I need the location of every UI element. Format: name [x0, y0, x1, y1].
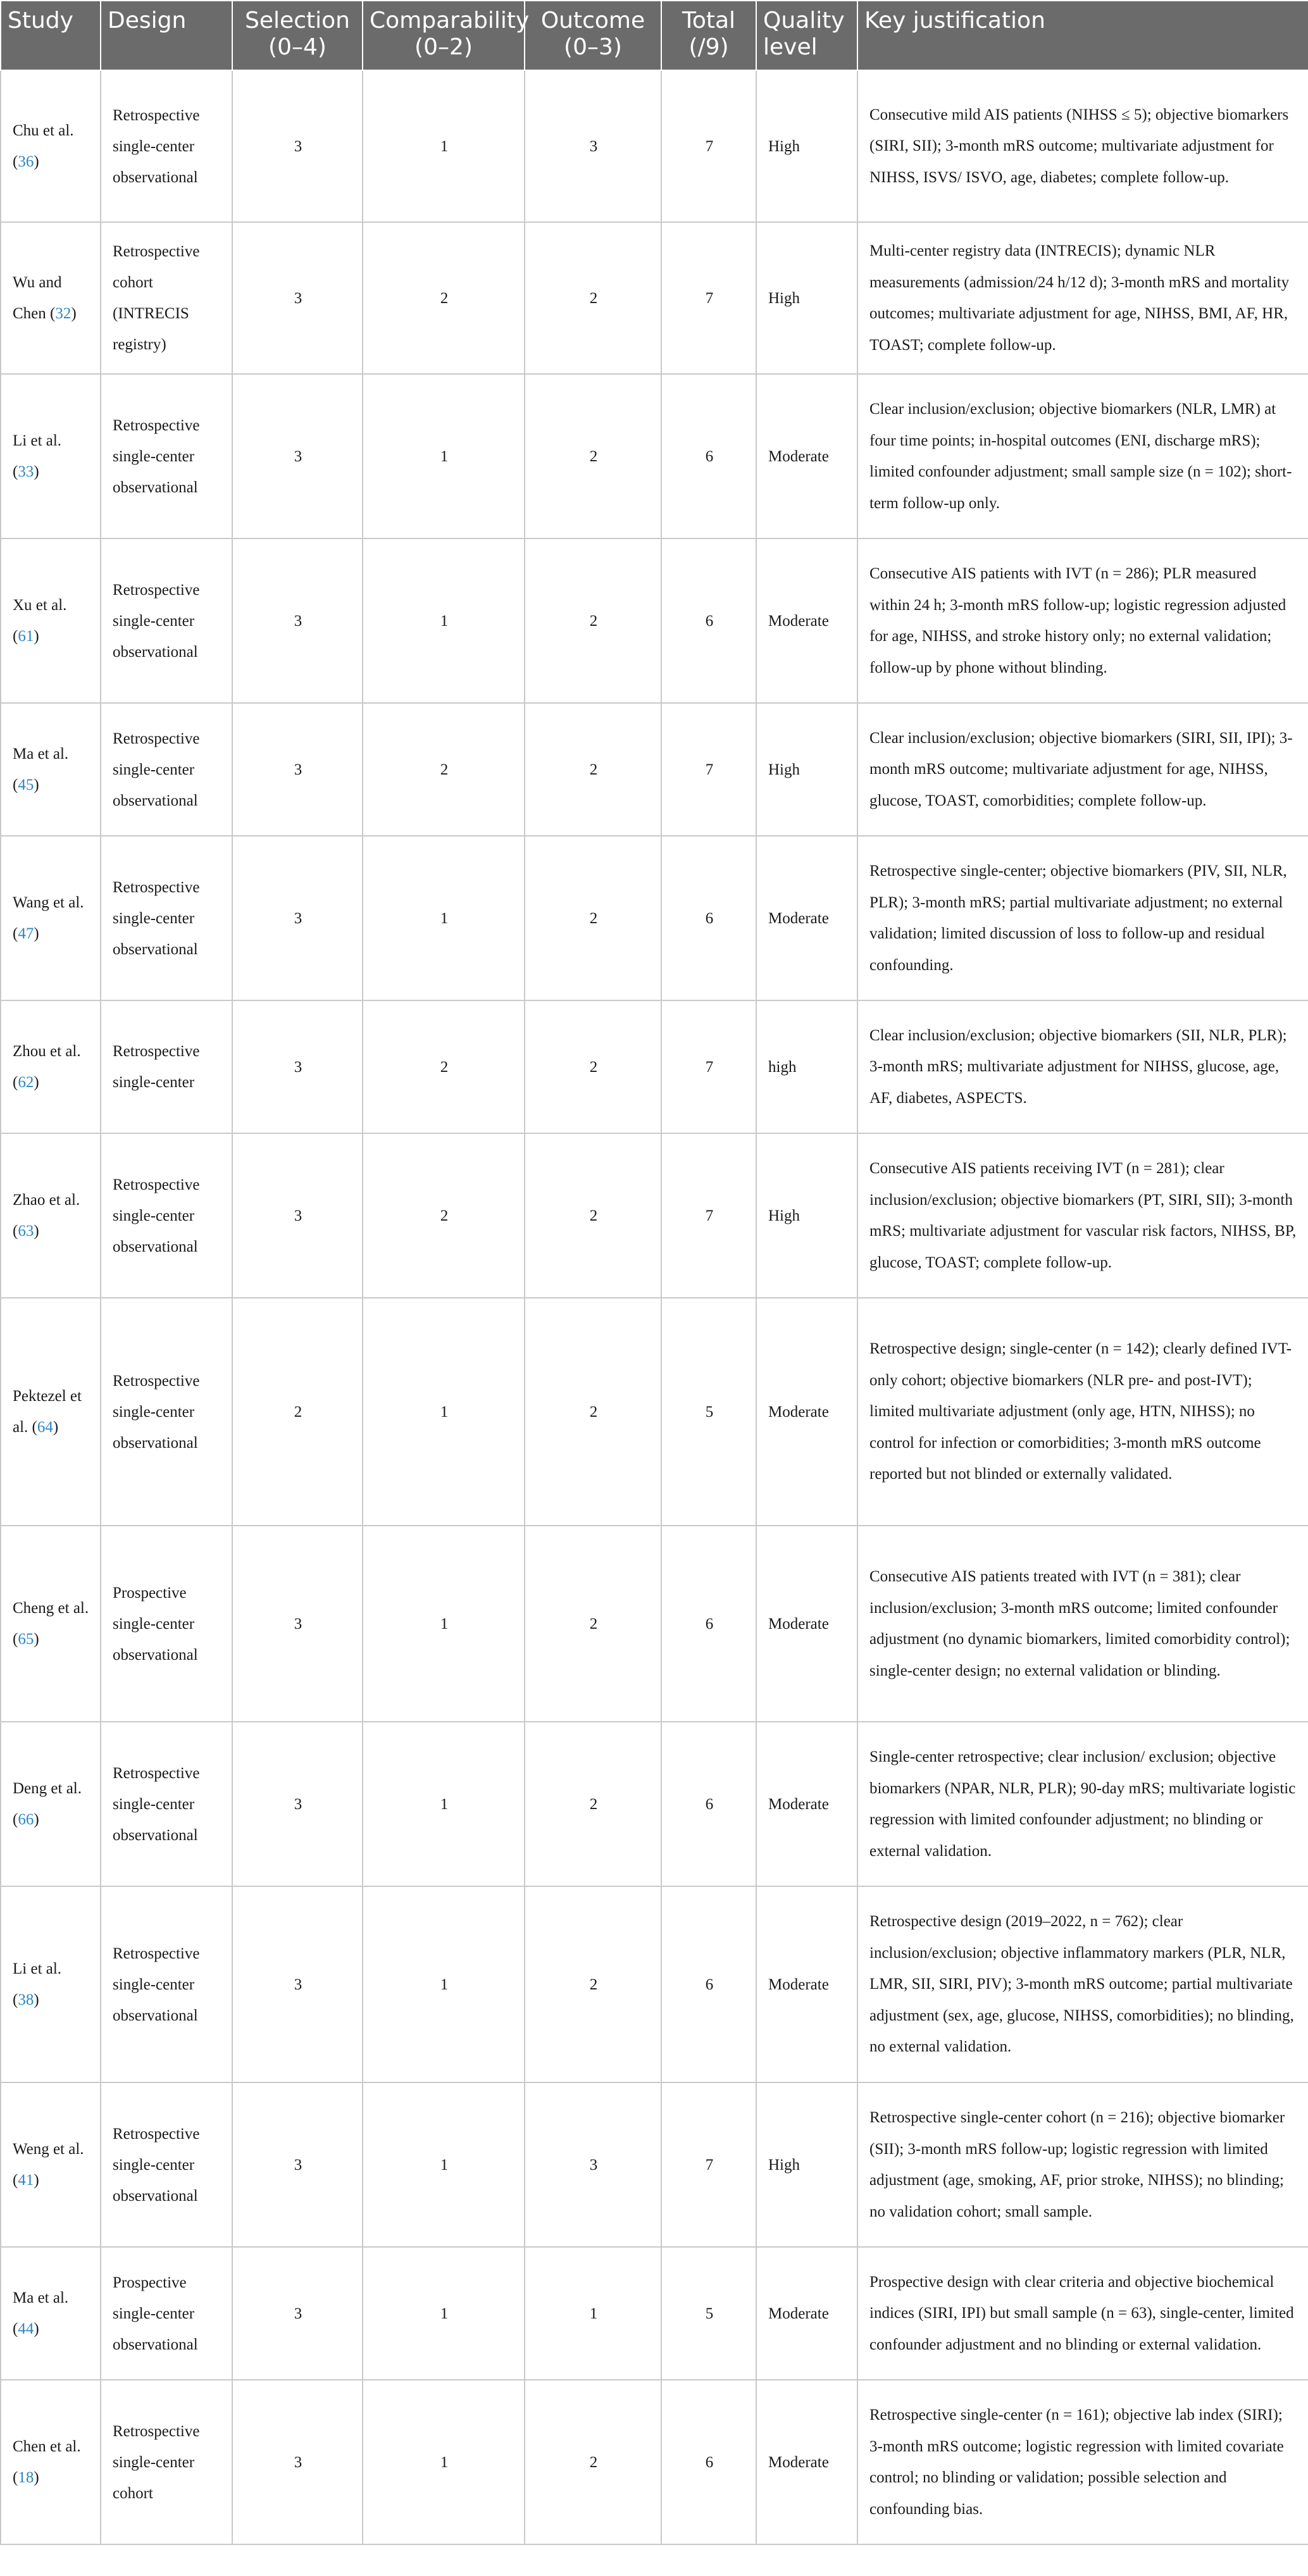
selection-score: 3 — [232, 836, 363, 1000]
table-row — [1, 1886, 1308, 2082]
selection-score: 3 — [232, 1000, 363, 1133]
study-cell — [1, 2247, 101, 2380]
table-row — [1, 1298, 1308, 1526]
ref-open-paren: ( — [13, 1074, 18, 1091]
outcome-score: 2 — [525, 1886, 661, 2082]
comparability-score: 2 — [363, 703, 525, 836]
comparability-score: 1 — [363, 70, 525, 222]
reference-link[interactable]: 44 — [18, 2320, 34, 2337]
quality-level: Moderate — [756, 836, 857, 1000]
ref-close-paren: ) — [34, 776, 39, 793]
quality-level: high — [756, 1000, 857, 1133]
ref-open-paren: ( — [13, 463, 18, 480]
ref-open-paren: ( — [13, 776, 18, 793]
total-score: 6 — [661, 538, 756, 703]
comparability-score: 2 — [363, 222, 525, 374]
reference-link[interactable]: 32 — [55, 305, 72, 322]
outcome-score: 3 — [525, 70, 661, 222]
design-cell: Retrospective single-center cohort — [101, 2380, 232, 2544]
ref-open-paren: ( — [46, 305, 56, 322]
study-name: Deng et al. — [13, 1780, 82, 1797]
design-cell: Retrospective single-center observational — [101, 836, 232, 1000]
ref-close-paren: ) — [34, 1074, 39, 1091]
ref-open-paren: ( — [13, 1991, 18, 2008]
header-total: Total (/9) — [661, 1, 756, 70]
total-score: 7 — [661, 1133, 756, 1298]
selection-score: 3 — [232, 1886, 363, 2082]
outcome-score: 2 — [525, 222, 661, 374]
header-design: Design — [101, 1, 232, 70]
study-cell — [1, 1000, 101, 1133]
total-score: 5 — [661, 2247, 756, 2380]
selection-score: 3 — [232, 703, 363, 836]
justification-cell: Consecutive AIS patients treated with IVT (n = 381); clear inclusion/exclusion; 3-month mRS outcome; limited confounder adjustment (no dynamic biomarkers, limited comorbidity control); single-center design; no external validation or blinding. — [857, 1526, 1308, 1722]
outcome-score: 2 — [525, 703, 661, 836]
quality-level: Moderate — [756, 538, 857, 703]
reference-link[interactable]: 61 — [18, 628, 34, 645]
ref-close-paren: ) — [34, 1991, 39, 2008]
quality-level: Moderate — [756, 1886, 857, 2082]
study-name: Li et al. — [13, 1960, 62, 1977]
justification-cell: Retrospective single-center cohort (n = 216); objective biomarker (SII); 3-month mRS follow-up; logistic regression with limited adjustment (age, smoking, AF, prior stroke, NIHSS); no blinding; no validation cohort; small sample. — [857, 2082, 1308, 2247]
study-cell — [1, 836, 101, 1000]
ref-open-paren: ( — [13, 925, 18, 942]
study-name: Xu et al. — [13, 597, 67, 614]
selection-score: 3 — [232, 374, 363, 538]
selection-score: 2 — [232, 1298, 363, 1526]
table-row — [1, 1526, 1308, 1722]
table-row — [1, 703, 1308, 836]
ref-open-paren: ( — [13, 1811, 18, 1828]
comparability-score: 1 — [363, 1886, 525, 2082]
total-score: 5 — [661, 1298, 756, 1526]
table-row — [1, 70, 1308, 222]
justification-cell: Consecutive mild AIS patients (NIHSS ≤ 5); objective biomarkers (SIRI, SII); 3-month mRS outcome; multivariate adjustment for NIHSS, ISVS/ ISVO, age, diabetes; complete follow-up. — [857, 70, 1308, 222]
quality-level: Moderate — [756, 2380, 857, 2544]
total-score: 7 — [661, 222, 756, 374]
study-name: Ma et al. — [13, 2289, 69, 2306]
justification-cell: Clear inclusion/exclusion; objective biomarkers (SIRI, SII, IPI); 3-month mRS outcome; multivariate adjustment for age, NIHSS, glucose, TOAST, comorbidities; complete follow-up. — [857, 703, 1308, 836]
selection-score: 3 — [232, 2247, 363, 2380]
header-row — [1, 1, 1308, 70]
quality-level: Moderate — [756, 2247, 857, 2380]
justification-cell: Consecutive AIS patients receiving IVT (n = 281); clear inclusion/exclusion; objective biomarkers (PT, SIRI, SII); 3-month mRS; multivariate adjustment for vascular risk factors, NIHSS, BP, glucose, TOAST; complete follow-up. — [857, 1133, 1308, 1298]
quality-level: High — [756, 703, 857, 836]
reference-link[interactable]: 38 — [18, 1991, 34, 2008]
reference-link[interactable]: 64 — [37, 1419, 53, 1436]
design-cell: Retrospective single-center observational — [101, 1886, 232, 2082]
design-cell: Retrospective single-center observational — [101, 538, 232, 703]
quality-level: Moderate — [756, 1526, 857, 1722]
header-comparability: Comparability (0–2) — [363, 1, 525, 70]
ref-close-paren: ) — [71, 305, 77, 322]
selection-score: 3 — [232, 2380, 363, 2544]
ref-close-paren: ) — [34, 925, 39, 942]
reference-link[interactable]: 18 — [18, 2469, 34, 2486]
total-score: 7 — [661, 2082, 756, 2247]
quality-level: High — [756, 222, 857, 374]
study-name: Wang et al. — [13, 894, 84, 911]
study-name: Zhou et al. — [13, 1043, 81, 1060]
reference-link[interactable]: 41 — [18, 2172, 34, 2189]
justification-cell: Prospective design with clear criteria and objective biochemical indices (SIRI, IPI) but small sample (n = 63), single-center, limited confounder adjustment and no blinding or external validation. — [857, 2247, 1308, 2380]
design-cell: Retrospective single-center observational — [101, 703, 232, 836]
study-cell — [1, 374, 101, 538]
quality-level: Moderate — [756, 1722, 857, 1886]
study-cell — [1, 70, 101, 222]
ref-open-paren: ( — [28, 1419, 37, 1436]
study-name: Pektezel et al. — [13, 1388, 82, 1436]
comparability-score: 2 — [363, 1133, 525, 1298]
header-selection: Selection (0–4) — [232, 1, 363, 70]
header-outcome: Outcome (0–3) — [525, 1, 661, 70]
design-cell: Retrospective single-center — [101, 1000, 232, 1133]
study-cell — [1, 1133, 101, 1298]
ref-close-paren: ) — [34, 2469, 39, 2486]
justification-cell: Retrospective design; single-center (n = 142); clearly defined IVT-only cohort; objective biomarkers (NLR pre- and post-IVT); limited multivariate adjustment (only age, HTN, NIHSS); no control for infection or comorbidities; 3-month mRS outcome reported but not blinded or externally validated. — [857, 1298, 1308, 1526]
justification-cell: Multi-center registry data (INTRECIS); dynamic NLR measurements (admission/24 h/12 d); 3-month mRS and mortality outcomes; multivariate adjustment for age, NIHSS, BMI, AF, HR, TOAST; complete follow-up. — [857, 222, 1308, 374]
comparability-score: 1 — [363, 1298, 525, 1526]
study-cell — [1, 222, 101, 374]
selection-score: 3 — [232, 70, 363, 222]
study-cell — [1, 538, 101, 703]
outcome-score: 2 — [525, 1722, 661, 1886]
comparability-score: 1 — [363, 1722, 525, 1886]
header-study: Study — [1, 1, 101, 70]
study-name: Cheng et al. — [13, 1600, 89, 1617]
reference-link[interactable]: 63 — [18, 1223, 34, 1240]
table-row — [1, 2247, 1308, 2380]
study-name: Ma et al. — [13, 745, 69, 762]
total-score: 6 — [661, 1886, 756, 2082]
comparability-score: 1 — [363, 2380, 525, 2544]
ref-close-paren: ) — [34, 463, 39, 480]
header-justification: Key justification — [857, 1, 1308, 70]
design-cell: Retrospective single-center observational — [101, 374, 232, 538]
reference-link[interactable]: 45 — [18, 776, 34, 793]
ref-open-paren: ( — [13, 2469, 18, 2486]
study-cell — [1, 1722, 101, 1886]
study-name: Weng et al. — [13, 2141, 84, 2158]
header-quality: Quality level — [756, 1, 857, 70]
selection-score: 3 — [232, 222, 363, 374]
comparability-score: 1 — [363, 2247, 525, 2380]
outcome-score: 2 — [525, 1298, 661, 1526]
study-cell — [1, 1298, 101, 1526]
comparability-score: 1 — [363, 374, 525, 538]
study-cell — [1, 2380, 101, 2544]
study-name: Chen et al. — [13, 2438, 81, 2455]
ref-close-paren: ) — [34, 2320, 39, 2337]
justification-cell: Retrospective single-center (n = 161); objective lab index (SIRI); 3-month mRS outcome; logistic regression with limited covariate control; no blinding or validation; possible selection and confounding bias. — [857, 2380, 1308, 2544]
total-score: 7 — [661, 703, 756, 836]
ref-close-paren: ) — [34, 2172, 39, 2189]
outcome-score: 1 — [525, 2247, 661, 2380]
study-cell — [1, 1886, 101, 2082]
total-score: 6 — [661, 836, 756, 1000]
outcome-score: 2 — [525, 836, 661, 1000]
ref-open-paren: ( — [13, 2320, 18, 2337]
table-row — [1, 1722, 1308, 1886]
reference-link[interactable]: 62 — [18, 1074, 34, 1091]
design-cell: Retrospective single-center observational — [101, 70, 232, 222]
ref-open-paren: ( — [13, 628, 18, 645]
selection-score: 3 — [232, 1722, 363, 1886]
comparability-score: 1 — [363, 836, 525, 1000]
ref-close-paren: ) — [53, 1419, 59, 1436]
selection-score: 3 — [232, 538, 363, 703]
selection-score: 3 — [232, 2082, 363, 2247]
justification-cell: Retrospective design (2019–2022, n = 762); clear inclusion/exclusion; objective inflammatory markers (PLR, NLR, LMR, SII, SIRI, PIV); 3-month mRS outcome; partial multivariate adjustment (sex, age, glucose, NIHSS, comorbidities); no blinding, no external validation. — [857, 1886, 1308, 2082]
design-cell: Retrospective single-center observational — [101, 1722, 232, 1886]
outcome-score: 2 — [525, 538, 661, 703]
ref-open-paren: ( — [13, 153, 18, 170]
comparability-score: 1 — [363, 538, 525, 703]
outcome-score: 3 — [525, 2082, 661, 2247]
ref-close-paren: ) — [34, 153, 39, 170]
total-score: 6 — [661, 1722, 756, 1886]
outcome-score: 2 — [525, 1000, 661, 1133]
total-score: 6 — [661, 1526, 756, 1722]
justification-cell: Clear inclusion/exclusion; objective biomarkers (SII, NLR, PLR); 3-month mRS; multivariate adjustment for NIHSS, glucose, age, AF, diabetes, ASPECTS. — [857, 1000, 1308, 1133]
reference-link[interactable]: 47 — [18, 925, 34, 942]
reference-link[interactable]: 65 — [18, 1631, 34, 1648]
study-name: Li et al. — [13, 432, 62, 449]
outcome-score: 2 — [525, 374, 661, 538]
ref-close-paren: ) — [34, 1223, 39, 1240]
table-row — [1, 1000, 1308, 1133]
total-score: 6 — [661, 374, 756, 538]
outcome-score: 2 — [525, 2380, 661, 2544]
study-name: Wu and Chen — [13, 274, 62, 322]
reference-link[interactable]: 36 — [18, 153, 34, 170]
ref-close-paren: ) — [34, 1811, 39, 1828]
reference-link[interactable]: 66 — [18, 1811, 34, 1828]
table-row — [1, 1133, 1308, 1298]
table-row — [1, 374, 1308, 538]
ref-close-paren: ) — [34, 1631, 39, 1648]
justification-cell: Single-center retrospective; clear inclusion/ exclusion; objective biomarkers (NPAR, NLR, PLR); 90-day mRS; multivariate logistic regression with limited confounder adjustment; no blinding or external validation. — [857, 1722, 1308, 1886]
ref-close-paren: ) — [34, 628, 39, 645]
table-row — [1, 2082, 1308, 2247]
table-row — [1, 222, 1308, 374]
ref-open-paren: ( — [13, 1223, 18, 1240]
study-cell — [1, 1526, 101, 1722]
outcome-score: 2 — [525, 1526, 661, 1722]
quality-level: High — [756, 2082, 857, 2247]
design-cell: Retrospective single-center observational — [101, 1298, 232, 1526]
reference-link[interactable]: 33 — [18, 463, 34, 480]
design-cell: Prospective single-center observational — [101, 1526, 232, 1722]
table-row — [1, 836, 1308, 1000]
justification-cell: Retrospective single-center; objective biomarkers (PIV, SII, NLR, PLR); 3-month mRS; partial multivariate adjustment; no external validation; limited discussion of loss to follow-up and residual confounding. — [857, 836, 1308, 1000]
total-score: 7 — [661, 70, 756, 222]
design-cell: Retrospective single-center observational — [101, 2082, 232, 2247]
outcome-score: 2 — [525, 1133, 661, 1298]
design-cell: Retrospective cohort (INTRECIS registry) — [101, 222, 232, 374]
quality-level: Moderate — [756, 1298, 857, 1526]
study-cell — [1, 2082, 101, 2247]
justification-cell: Consecutive AIS patients with IVT (n = 286); PLR measured within 24 h; 3-month mRS follow-up; logistic regression adjusted for age, NIHSS, and stroke history only; no external validation; follow-up by phone without blinding. — [857, 538, 1308, 703]
comparability-score: 2 — [363, 1000, 525, 1133]
selection-score: 3 — [232, 1526, 363, 1722]
ref-open-paren: ( — [13, 2172, 18, 2189]
total-score: 6 — [661, 2380, 756, 2544]
study-name: Chu et al. — [13, 122, 74, 139]
total-score: 7 — [661, 1000, 756, 1133]
ref-open-paren: ( — [13, 1631, 18, 1648]
justification-cell: Clear inclusion/exclusion; objective biomarkers (NLR, LMR) at four time points; in-hospital outcomes (ENI, discharge mRS); limited confounder adjustment; small sample size (n = 102); short-term follow-up only. — [857, 374, 1308, 538]
study-cell — [1, 703, 101, 836]
quality-level: High — [756, 70, 857, 222]
quality-level: High — [756, 1133, 857, 1298]
selection-score: 3 — [232, 1133, 363, 1298]
design-cell: Prospective single-center observational — [101, 2247, 232, 2380]
table-row — [1, 2380, 1308, 2544]
design-cell: Retrospective single-center observational — [101, 1133, 232, 1298]
quality-level: Moderate — [756, 374, 857, 538]
study-name: Zhao et al. — [13, 1192, 80, 1209]
comparability-score: 1 — [363, 2082, 525, 2247]
table-row — [1, 538, 1308, 703]
comparability-score: 1 — [363, 1526, 525, 1722]
